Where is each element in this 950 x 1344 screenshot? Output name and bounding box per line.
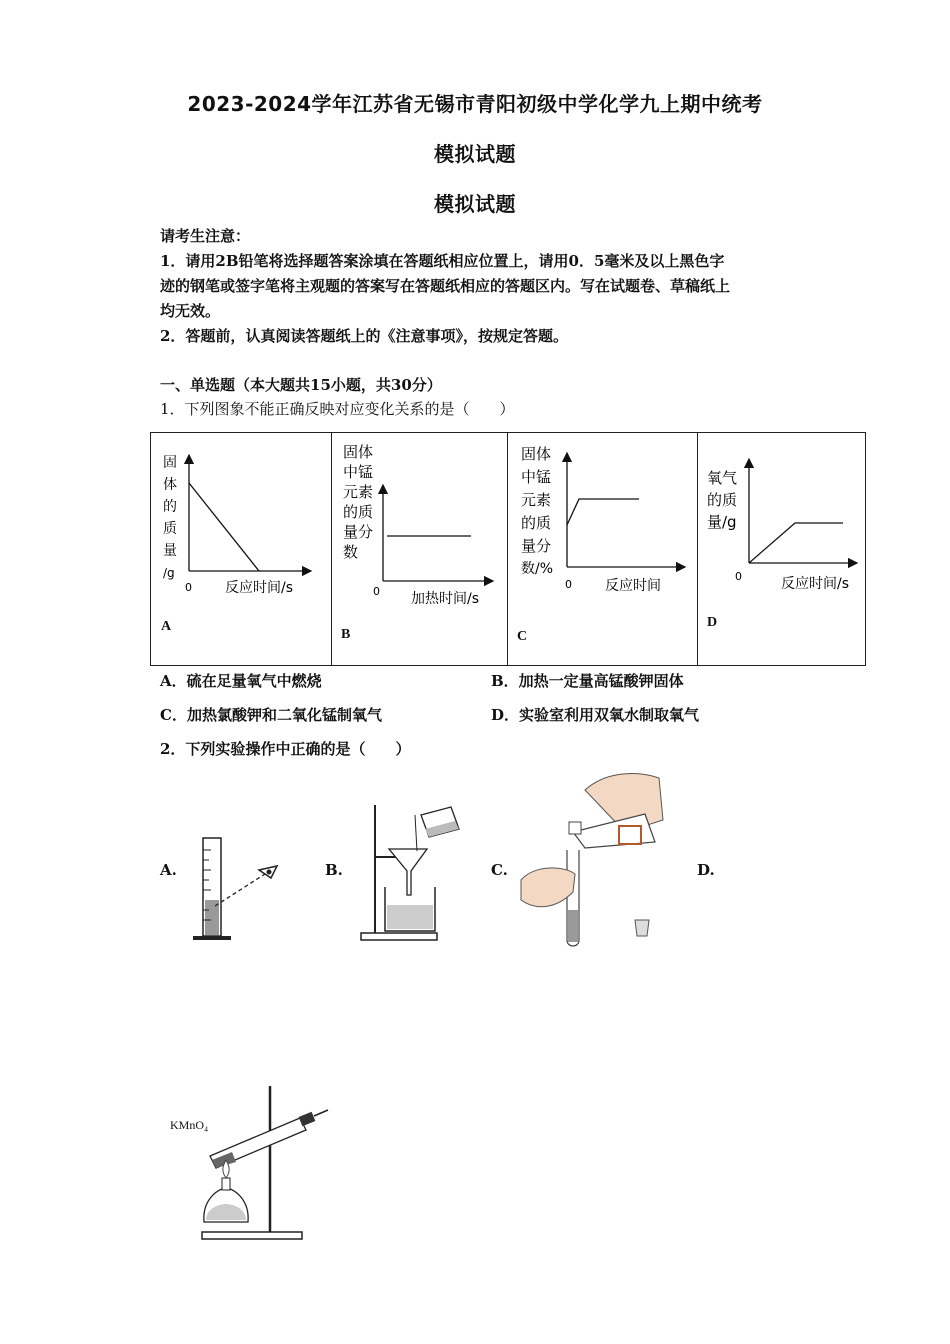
graph-cell-a <box>151 433 332 665</box>
notice-item1-line1: 1．请用2B铅笔将选择题答案涂填在答题纸相应位置上，请用0．5毫米及以上黑色字 <box>160 252 725 270</box>
graph-c-ylabel-5: 数/% <box>521 561 554 577</box>
graph-a-xlabel: 反应时间/s <box>225 580 294 596</box>
q2-stem: 2．下列实验操作中正确的是（ ） <box>160 740 411 758</box>
graph-d-origin: 0 <box>735 570 742 583</box>
graph-b-ylabel-3: 的质 <box>343 503 374 521</box>
q2-option-a-label[interactable]: A. <box>160 861 177 879</box>
q2-option-b-label[interactable]: B. <box>325 861 343 879</box>
notice-item1-line2: 迹的钢笔或签字笔将主观题的答案写在答题纸相应的答题区内。写在试题卷、草稿纸上 <box>160 277 731 295</box>
graph-b-letter: B <box>341 627 351 642</box>
q2-option-d-label[interactable]: D. <box>697 861 715 879</box>
exam-title-line2: 模拟试题 <box>434 142 516 166</box>
graph-a <box>151 433 331 665</box>
graph-a-ylabel-1: 体 <box>163 477 177 493</box>
heating-kmno4-illustration <box>190 1080 340 1245</box>
graph-c <box>507 433 697 665</box>
exam-title-line1: 2023-2024学年江苏省无锡市青阳初级中学化学九上期中统考 <box>187 92 763 116</box>
graph-c-ylabel-0: 固体 <box>521 445 552 463</box>
graph-a-ylabel-4: 量 <box>163 543 177 559</box>
graph-a-ylabel-0: 固 <box>163 455 177 471</box>
graph-c-ylabel-3: 的质 <box>521 514 552 532</box>
q1-option-b[interactable]: B．加热一定量高锰酸钾固体 <box>491 672 684 690</box>
notice-heading: 请考生注意： <box>160 227 251 245</box>
graph-c-ylabel-4: 量分 <box>521 537 552 555</box>
graph-d-letter: D <box>707 615 718 630</box>
graph-d-ylabel-1: 的质 <box>707 491 738 509</box>
graph-a-ylabel-3: 质 <box>163 521 177 537</box>
q1-graph-table <box>150 432 866 666</box>
q2-option-c-label[interactable]: C. <box>491 861 508 879</box>
notice-item1-line3: 均无效。 <box>160 302 221 320</box>
graph-cell-b <box>331 433 508 665</box>
graph-d <box>697 433 865 665</box>
graph-c-ylabel-1: 中锰 <box>521 468 552 486</box>
graduated-cylinder-illustration <box>185 830 285 945</box>
graph-b-ylabel-5: 数 <box>343 543 359 561</box>
graph-a-letter: A <box>161 619 172 634</box>
q1-option-d[interactable]: D．实验室利用双氧水制取氧气 <box>491 706 700 724</box>
graph-b-ylabel-4: 量分 <box>343 523 374 541</box>
graph-d-ylabel-0: 氧气 <box>707 469 738 487</box>
q1-option-c[interactable]: C．加热氯酸钾和二氧化锰制氧气 <box>160 706 382 724</box>
q1-option-a[interactable]: A．硫在足量氧气中燃烧 <box>160 672 322 690</box>
exam-title-line3: 模拟试题 <box>434 192 516 216</box>
filtration-illustration <box>355 795 470 945</box>
graph-d-xlabel: 反应时间/s <box>781 576 850 592</box>
graph-c-origin: 0 <box>565 578 572 591</box>
notice-item2: 2．答题前，认真阅读答题纸上的《注意事项》，按规定答题。 <box>160 327 568 345</box>
q1-stem: 1．下列图象不能正确反映对应变化关系的是（ ） <box>160 400 515 418</box>
graph-b-ylabel-0: 固体 <box>343 443 374 461</box>
graph-b-ylabel-2: 元素 <box>343 483 374 501</box>
graph-d-curve <box>749 523 843 563</box>
graph-a-origin: 0 <box>185 581 192 594</box>
section1-heading: 一、单选题（本大题共15小题，共30分） <box>160 376 442 394</box>
graph-cell-c <box>507 433 698 665</box>
kmno4-label: KMnO₄ <box>170 1118 209 1132</box>
graph-b-origin: 0 <box>373 585 380 598</box>
graph-c-curve <box>567 499 639 525</box>
pouring-liquid-illustration <box>515 770 665 950</box>
graph-b <box>331 433 507 665</box>
graph-d-ylabel-2: 量/g <box>707 513 737 531</box>
graph-a-curve <box>189 483 259 571</box>
graph-cell-d <box>697 433 865 665</box>
graph-c-xlabel: 反应时间 <box>605 578 661 594</box>
graph-a-ylabel-5: /g <box>163 566 175 580</box>
graph-b-xlabel: 加热时间/s <box>411 591 480 607</box>
graph-c-letter: C <box>517 629 528 644</box>
graph-b-ylabel-1: 中锰 <box>343 463 374 481</box>
graph-c-ylabel-2: 元素 <box>521 491 552 509</box>
graph-a-ylabel-2: 的 <box>163 499 177 515</box>
